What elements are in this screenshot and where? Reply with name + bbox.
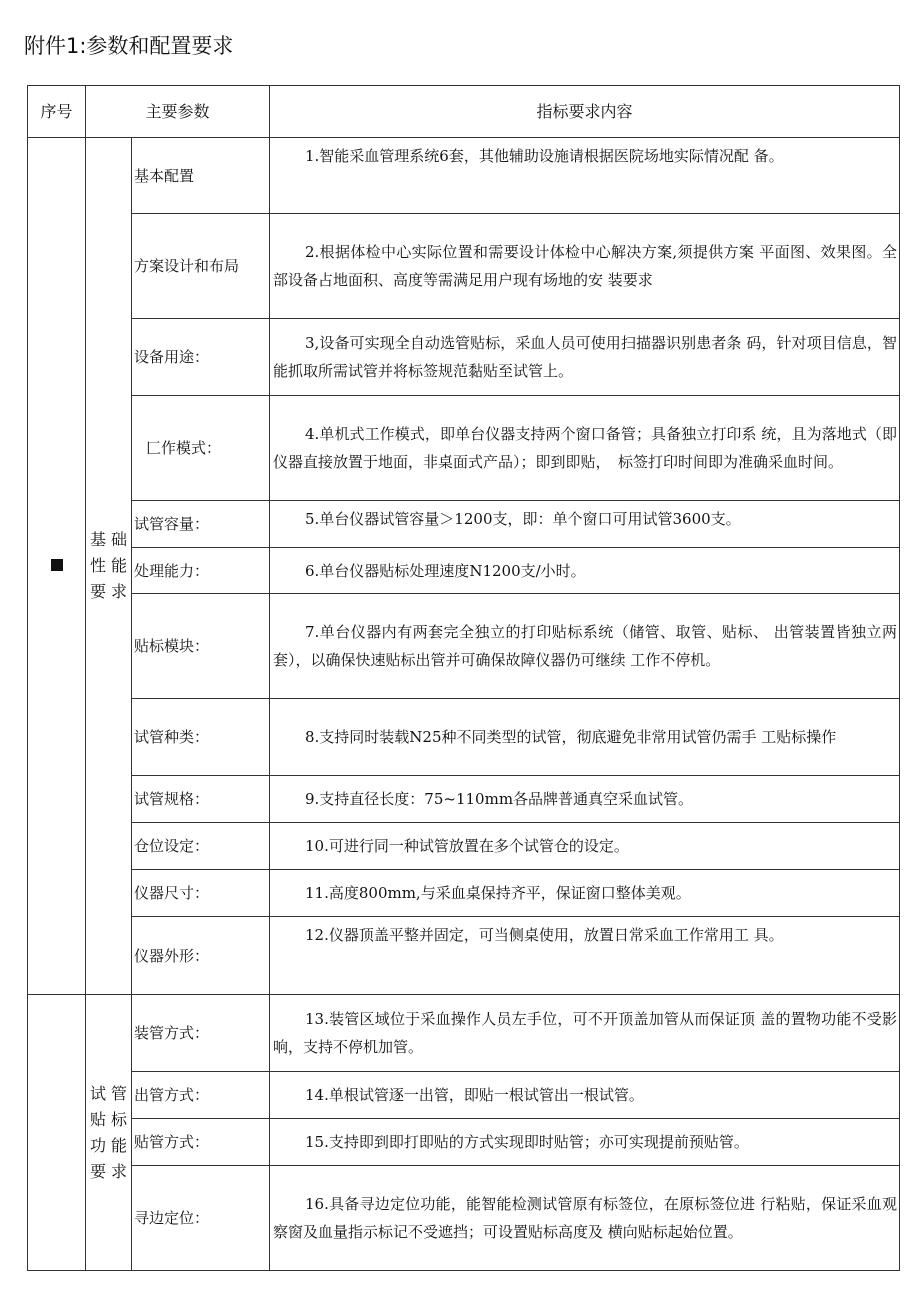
group-name-labeling: 试 管 贴 标 功 能 要 求 [86,995,132,1271]
param-label: 试管规格： [132,776,270,823]
requirement-text: 9.支持直径长度：75~110mm各品牌普通真空采血试管。 [270,776,900,823]
requirement-text: 4.单机式工作模式，即单台仪器支持两个窗口备管；具备独立打印系 统，且为落地式（即仪器直接放置于地面，非桌面式产品）；即到即贴， 标签打印时间即为准确采血时间。 [270,396,900,501]
param-label: 试管容量： [132,501,270,548]
requirement-text: 1.智能采血管理系统6套，其他辅助设施请根据医院场地实际情况配 备。 [270,138,900,214]
table-row [28,917,900,995]
table-row [28,699,900,776]
parameter-table [27,85,900,1271]
group-name-basic: 基 础 性 能 要 求 [86,138,132,995]
table-row [28,396,900,501]
table-row [28,870,900,917]
requirement-text: 3,设备可实现全自动选管贴标，采血人员可使用扫描器识别患者条 码，针对项目信息，智能抓取所需试管并将标签规范黏贴至试管上。 [270,319,900,396]
requirement-text: 2.根据体检中心实际位置和需要设计体检中心解决方案,须提供方案 平面图、效果图。全部设备占地面积、高度等需满足用户现有场地的安 装要求 [270,214,900,319]
param-label: 方案设计和布局 [132,214,270,319]
param-label: 仓位设定： [132,823,270,870]
param-label: 处理能力： [132,548,270,594]
requirement-text: 12.仪器顶盖平整并固定，可当侧桌使用，放置日常采血工作常用工 具。 [270,917,900,995]
table-row [28,823,900,870]
param-label: 贴管方式： [132,1119,270,1166]
requirement-text: 13.装管区域位于采血操作人员左手位，可不开顶盖加管从而保证顶 盖的置物功能不受影响，支持不停机加管。 [270,995,900,1072]
header-requirements: 指标要求内容 [270,86,900,138]
table-row [28,501,900,548]
requirement-text: 16.具备寻边定位功能，能智能检测试管原有标签位，在原标签位进 行粘贴，保证采血观察窗及血量指示标记不受遮挡；可设置贴标高度及 横向贴标起始位置。 [270,1166,900,1271]
requirement-text: 15.支持即到即打即贴的方式实现即时贴管；亦可实现提前预贴管。 [270,1119,900,1166]
param-label: 寻边定位： [132,1166,270,1271]
table-row [28,1072,900,1119]
param-label: 仪器尺寸： [132,870,270,917]
header-seq: 序号 [28,86,86,138]
table-row [28,548,900,594]
param-label: 匚作模式： [132,396,270,501]
page-title: 附件1:参数和配置要求 [24,34,234,58]
black-square-icon [51,559,63,571]
param-label: 设备用途： [132,319,270,396]
table-row [28,995,900,1072]
param-label: 出管方式： [132,1072,270,1119]
param-label: 基本配置 [132,138,270,214]
param-label: 装管方式： [132,995,270,1072]
requirement-text: 10.可进行同一种试管放置在多个试管仓的设定。 [270,823,900,870]
table-row [28,214,900,319]
table-header-row [28,86,900,138]
requirement-text: 8.支持同时装载N25种不同类型的试管，彻底避免非常用试管仍需手 工贴标操作 [270,699,900,776]
requirement-text: 5.单台仪器试管容量＞1200支，即：单个窗口可用试管3600支。 [270,501,900,548]
table-row [28,1166,900,1271]
param-label: 贴标模块： [132,594,270,699]
requirement-text: 7.单台仪器内有两套完全独立的打印贴标系统（储管、取管、贴标、 出管装置皆独立两套），以确保快速贴标出管并可确保故障仪器仍可继续 工作不停机。 [270,594,900,699]
group-seq-cell [28,995,86,1271]
requirement-text: 14.单根试管逐一出管，即贴一根试管出一根试管。 [270,1072,900,1119]
table-row [28,1119,900,1166]
header-main-params: 主要参数 [86,86,270,138]
group-seq-cell [28,138,86,995]
param-label: 试管种类： [132,699,270,776]
table-row [28,594,900,699]
table-row [28,776,900,823]
requirement-text: 11.高度800mm,与采血桌保持齐平，保证窗口整体美观。 [270,870,900,917]
table-row [28,138,900,214]
requirement-text: 6.单台仪器贴标处理速度N1200支/小时。 [270,548,900,594]
param-label: 仪器外形： [132,917,270,995]
table-row [28,319,900,396]
